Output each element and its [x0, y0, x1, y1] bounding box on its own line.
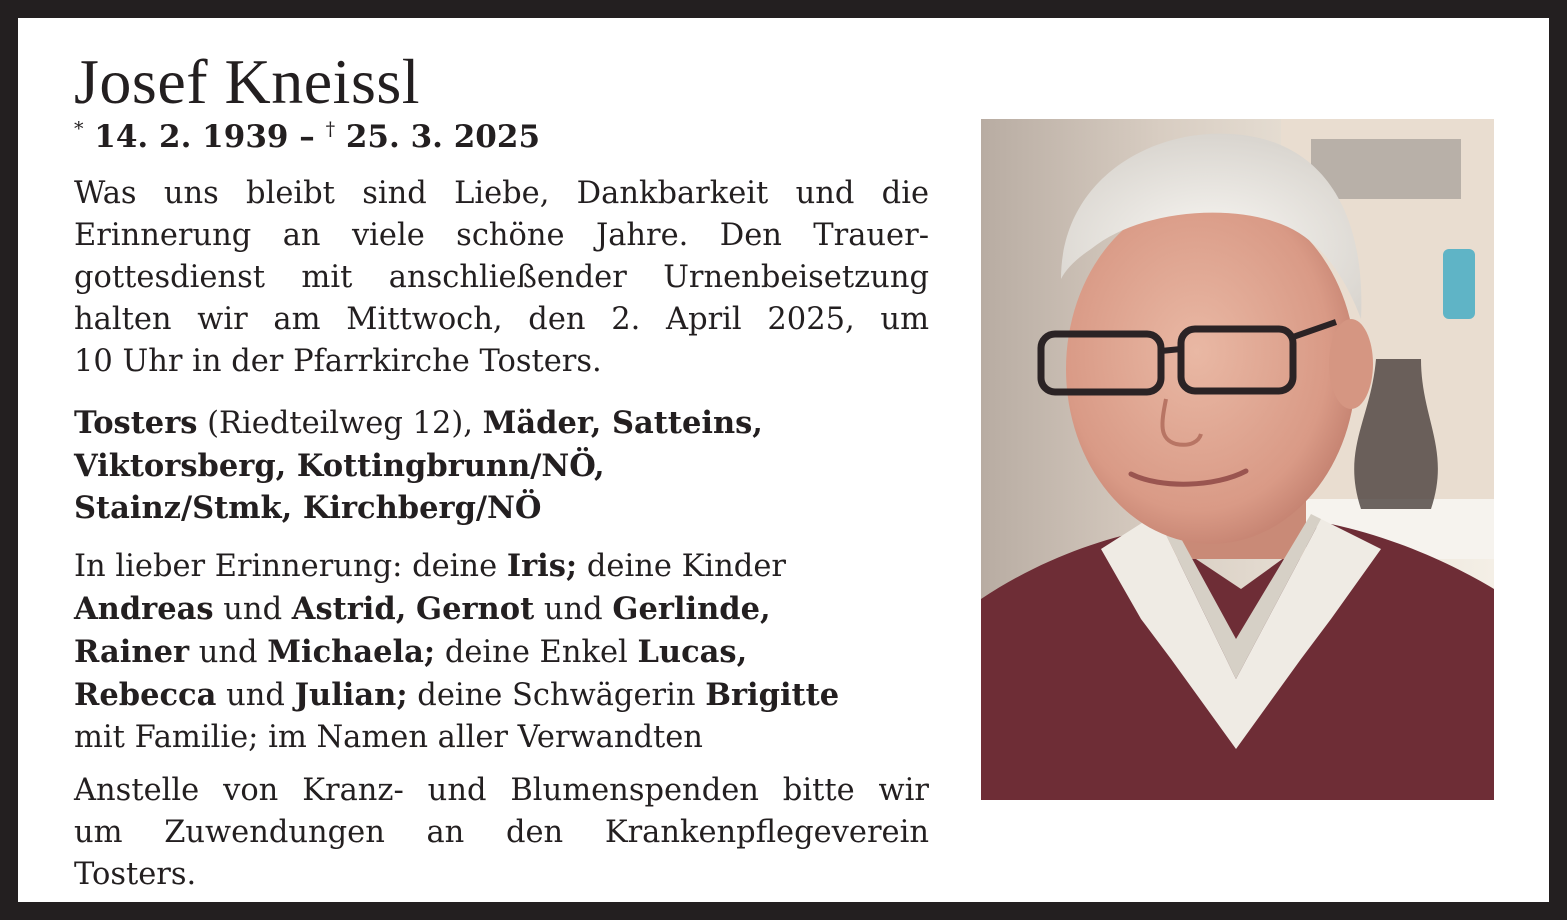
- mourner-child: Gernot: [416, 591, 535, 627]
- mourner-partner: Michaela;: [267, 634, 436, 670]
- death-symbol: †: [325, 118, 336, 140]
- place-name: Tosters: [74, 405, 198, 441]
- birth-symbol: *: [74, 118, 84, 140]
- mourners-list: [74, 545, 929, 759]
- mourner-grandchild: Rebecca: [74, 677, 217, 713]
- birth-date: 14. 2. 1939: [94, 119, 289, 155]
- announcement-line: Was uns bleibt sind Liebe, Dankbarkeit und die: [74, 176, 929, 211]
- ear: [1329, 319, 1373, 409]
- life-dates: [74, 119, 540, 155]
- places-list: [74, 402, 929, 529]
- mourners-line: [74, 588, 929, 631]
- mourners-line: [74, 545, 929, 588]
- mourners-line: mit Familie; im Namen aller Verwandten: [74, 720, 703, 755]
- mourner-partner: Gerlinde,: [612, 591, 771, 627]
- donation-note: [74, 770, 929, 896]
- mourner-grandchild: Lucas,: [637, 634, 748, 670]
- places-line: Viktorsberg, Kottingbrunn/NÖ,: [74, 448, 605, 484]
- place-address: (Riedteilweg 12),: [207, 406, 473, 441]
- face: [1066, 194, 1356, 544]
- mourners-intro: In lieber Erinnerung: deine: [74, 549, 498, 584]
- mourners-line: [74, 631, 929, 674]
- conjunction: und: [226, 678, 285, 713]
- conjunction: und: [198, 635, 258, 670]
- mourner-child: Andreas: [74, 591, 214, 627]
- announcement-line: Erinnerung an viele schöne Jahre. Den Trauer-: [74, 218, 929, 253]
- announcement-line: halten wir am Mittwoch, den 2. April 2025, um: [74, 302, 929, 337]
- announcement-line: gottesdienst mit anschließender Urnenbeisetzung: [74, 260, 929, 295]
- mourner-partner: Astrid: [291, 591, 396, 627]
- mourner-wife: Iris;: [506, 548, 578, 584]
- portrait-photo: [981, 119, 1494, 800]
- sister-in-law-intro: deine Schwägerin: [417, 678, 696, 713]
- date-separator: –: [299, 119, 315, 155]
- funeral-announcement: [74, 173, 929, 383]
- death-date: 25. 3. 2025: [345, 119, 541, 155]
- mourners-line: [74, 674, 929, 717]
- grandchildren-intro: deine Enkel: [444, 635, 628, 670]
- places-line: [74, 402, 929, 445]
- announcement-line: 10 Uhr in der Pfarrkirche Tosters.: [74, 344, 602, 379]
- comma: ,: [395, 591, 407, 627]
- mourner-sister-in-law: Brigitte: [705, 677, 840, 713]
- place-names: Mäder, Satteins,: [482, 405, 763, 441]
- deceased-name: Josef Kneissl: [74, 46, 421, 117]
- mourner-grandchild: Julian;: [294, 677, 408, 713]
- conjunction: und: [223, 592, 283, 627]
- background-cup: [1443, 249, 1475, 319]
- glasses-bridge: [1161, 349, 1181, 351]
- donation-line: Anstelle von Kranz- und Blumenspenden bitte wir: [74, 773, 929, 808]
- donation-line: um Zuwendungen an den Krankenpflegeverein: [74, 815, 929, 850]
- donation-line: Tosters.: [74, 857, 197, 892]
- children-intro: deine Kinder: [586, 549, 786, 584]
- conjunction: und: [543, 592, 603, 627]
- mourner-child: Rainer: [74, 634, 190, 670]
- places-line: Stainz/Stmk, Kirchberg/NÖ: [74, 490, 542, 526]
